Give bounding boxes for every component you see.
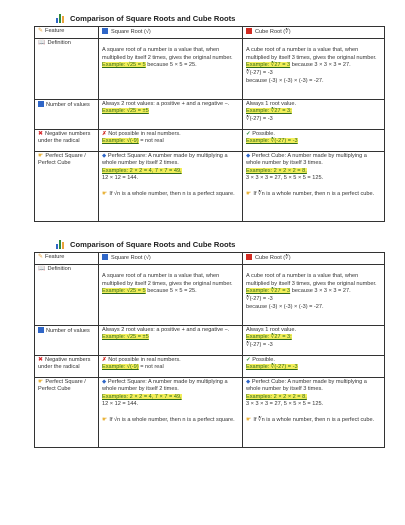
square-number-cell: Always 2 root values: a positive + and a negative −. Example: √25 = ±5 [99, 325, 243, 355]
hand-icon: ☛ [102, 416, 108, 423]
section-title: Comparison of Square Roots and Cube Roots [70, 14, 236, 23]
cube-definition-cell: A cube root of a number is a value that, when multiplied by itself 3 times, gives the original number. Example: ∛27 = 3 because 3 × 3 × 3 = 27. ∛(-27) = -3 because (-3) × (-3) × (-3) = -27. [243, 264, 385, 325]
example-highlight: Example: ∛27 = 3; [246, 108, 292, 115]
example-highlight: Example: ∛27 = 3 [246, 288, 291, 295]
example-highlight: Examples: 2 × 2 = 4, 7 × 7 = 49, [102, 393, 182, 400]
comparison-table [34, 252, 385, 448]
example-highlight: Example: √25 = 5 [102, 62, 146, 69]
star-icon: ◆ [102, 152, 107, 159]
cube-number-cell: Always 1 root value. Example: ∛27 = 3; ∛(-27) = -3 [243, 99, 385, 129]
row-label: 📖 Definition [35, 38, 99, 99]
book-icon: 📖 [38, 265, 46, 272]
header-cube: Cube Root (∛) [243, 253, 385, 265]
header-cube: Cube Root (∛) [243, 27, 385, 39]
row-label: Number of values [35, 99, 99, 129]
row-label: Number of values [35, 325, 99, 355]
cube-negative-cell: ✓ Possible. Example: ∛(-27) = -3 [243, 355, 385, 377]
section-title-row [34, 11, 384, 26]
row-label: ☛ Perfect Square / Perfect Cube [35, 377, 99, 447]
cross-icon: ✗ [102, 130, 107, 137]
cube-definition-cell: A cube root of a number is a value that, when multiplied by itself 3 times, gives the original number. Example: ∛27 = 3 because 3 × 3 × 3 = 27. ∛(-27) = -3 because (-3) × (-3) × (-3) = -27. [243, 38, 385, 99]
check-icon: ✓ [246, 356, 251, 363]
blue-square-icon [102, 254, 108, 260]
table-header-row [35, 253, 385, 265]
header-feature: ✎ Feature [35, 253, 99, 265]
square-negative-cell: ✗ Not possible in real numbers. Example: √(-9) = not real [99, 129, 243, 151]
section-title-row [34, 237, 384, 252]
check-icon: ✓ [246, 130, 251, 137]
cube-perfect-cell: ◆ Perfect Cube: A number made by multiplying a whole number by itself 3 times. Examples: 2 × 2 × 2 = 8, 3 × 3 × 3 = 27, 5 × 5 × 5 = 125. ☛ If ∛n is a whole number, then n is a perfect cube. [243, 377, 385, 447]
square-negative-cell: ✗ Not possible in real numbers. Example: √(-9) = not real [99, 355, 243, 377]
hand-icon: ☛ [102, 190, 108, 197]
example-highlight: Examples: 2 × 2 × 2 = 8, [246, 393, 307, 400]
chart-icon [56, 14, 66, 23]
row-label: ✖ Negative numbers under the radical [35, 355, 99, 377]
hand-icon: ☛ [246, 190, 252, 197]
table-row-negative-numbers [35, 129, 385, 151]
table-row-definition [35, 38, 385, 99]
cube-perfect-cell: ◆ Perfect Cube: A number made by multiplying a whole number by itself 3 times. Examples: 2 × 2 × 2 = 8, 3 × 3 × 3 = 27, 5 × 5 × 5 = 125. ☛ If ∛n is a whole number, then n is a perfect cube. [243, 151, 385, 221]
comparison-table [34, 26, 385, 222]
square-definition-cell: A square root of a number is a value that, when multiplied by itself 2 times, gives the original number. Example: √25 = 5 because 5 × 5 = 25. [99, 264, 243, 325]
pencil-icon: ✎ [38, 28, 44, 34]
blue-square-icon [102, 28, 108, 34]
square-perfect-cell: ◆ Perfect Square: A number made by multiplying a whole number by itself 2 times. Examples: 2 × 2 = 4, 7 × 7 = 49, 12 × 12 = 144. ☛ If √n is a whole number, then n is a perfect square. [99, 151, 243, 221]
blue-square-icon [38, 101, 44, 107]
hand-icon: ☛ [246, 416, 252, 423]
table-row-negative-numbers [35, 355, 385, 377]
row-label: ☛ Perfect Square / Perfect Cube [35, 151, 99, 221]
table-row-number-of-values [35, 325, 385, 355]
square-definition-cell: A square root of a number is a value that, when multiplied by itself 2 times, gives the original number. Example: √25 = 5 because 5 × 5 = 25. [99, 38, 243, 99]
example-highlight: Example: √(-9) [102, 138, 139, 145]
table-row-perfect [35, 151, 385, 221]
comparison-section-2 [34, 237, 384, 448]
note-icon: ✖ [38, 130, 44, 137]
example-highlight: Example: ∛27 = 3; [246, 334, 292, 341]
example-highlight: Example: ∛(-27) = -3 [246, 138, 298, 145]
header-square: Square Root (√) [99, 253, 243, 265]
square-perfect-cell: ◆ Perfect Square: A number made by multiplying a whole number by itself 2 times. Examples: 2 × 2 = 4, 7 × 7 = 49, 12 × 12 = 144. ☛ If √n is a whole number, then n is a perfect square. [99, 377, 243, 447]
table-row-definition [35, 264, 385, 325]
star-icon: ◆ [246, 378, 251, 385]
row-label: 📖 Definition [35, 264, 99, 325]
table-header-row [35, 27, 385, 39]
example-highlight: Example: √25 = ±5 [102, 108, 149, 115]
hand-icon: ☛ [38, 378, 44, 385]
note-icon: ✖ [38, 356, 44, 363]
comparison-section-1 [34, 11, 384, 222]
red-square-icon [246, 28, 252, 34]
star-icon: ◆ [102, 378, 107, 385]
red-square-icon [246, 254, 252, 260]
example-highlight: Example: √25 = ±5 [102, 334, 149, 341]
example-highlight: Example: √25 = 5 [102, 288, 146, 295]
example-highlight: Example: √(-9) [102, 364, 139, 371]
cube-number-cell: Always 1 root value. Example: ∛27 = 3; ∛(-27) = -3 [243, 325, 385, 355]
cross-icon: ✗ [102, 356, 107, 363]
header-square: Square Root (√) [99, 27, 243, 39]
cube-negative-cell: ✓ Possible. Example: ∛(-27) = -3 [243, 129, 385, 151]
example-highlight: Example: ∛(-27) = -3 [246, 364, 298, 371]
blue-square-icon [38, 327, 44, 333]
star-icon: ◆ [246, 152, 251, 159]
example-highlight: Examples: 2 × 2 × 2 = 8, [246, 167, 307, 174]
chart-icon [56, 240, 66, 249]
table-row-number-of-values [35, 99, 385, 129]
header-feature: ✎ Feature [35, 27, 99, 39]
table-row-perfect [35, 377, 385, 447]
row-label: ✖ Negative numbers under the radical [35, 129, 99, 151]
pencil-icon: ✎ [38, 254, 44, 260]
example-highlight: Examples: 2 × 2 = 4, 7 × 7 = 49, [102, 167, 182, 174]
hand-icon: ☛ [38, 152, 44, 159]
section-title: Comparison of Square Roots and Cube Roots [70, 240, 236, 249]
book-icon: 📖 [38, 39, 46, 46]
example-highlight: Example: ∛27 = 3 [246, 62, 291, 69]
square-number-cell: Always 2 root values: a positive + and a negative −. Example: √25 = ±5 [99, 99, 243, 129]
